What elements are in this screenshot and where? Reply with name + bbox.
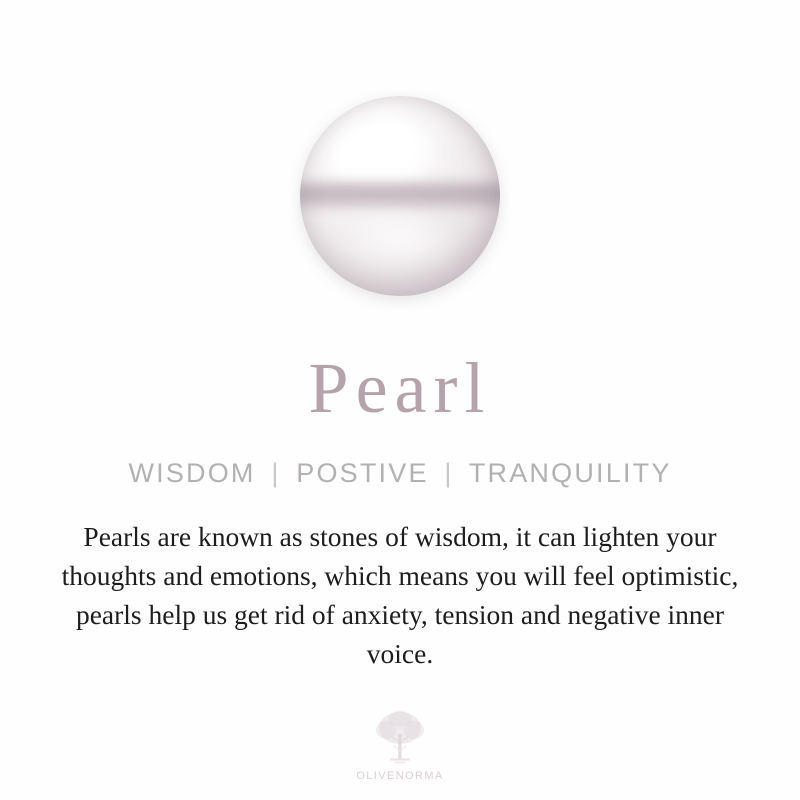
keyword-positive: POSTIVE <box>296 458 429 488</box>
keyword-separator-2: | <box>444 458 454 488</box>
brand-logo <box>340 706 460 782</box>
tree-icon <box>368 706 432 768</box>
page-title: Pearl <box>308 348 492 428</box>
keyword-wisdom: WISDOM <box>128 458 256 488</box>
keyword-list <box>128 458 671 489</box>
description-text: Pearls are known as stones of wisdom, it can lighten your thoughts and emotions, which means you will feel optimistic, pearls help us get rid of anxiety, tension and negative inner voice. <box>61 521 739 670</box>
pearl-image <box>300 96 500 296</box>
pearl-sphere-icon <box>300 96 500 296</box>
keyword-tranquility: TRANQUILITY <box>468 458 672 488</box>
pearl-edge-shading <box>300 96 500 296</box>
keyword-separator-1: | <box>271 458 281 488</box>
brand-name: OLIVENORMA <box>356 770 444 782</box>
